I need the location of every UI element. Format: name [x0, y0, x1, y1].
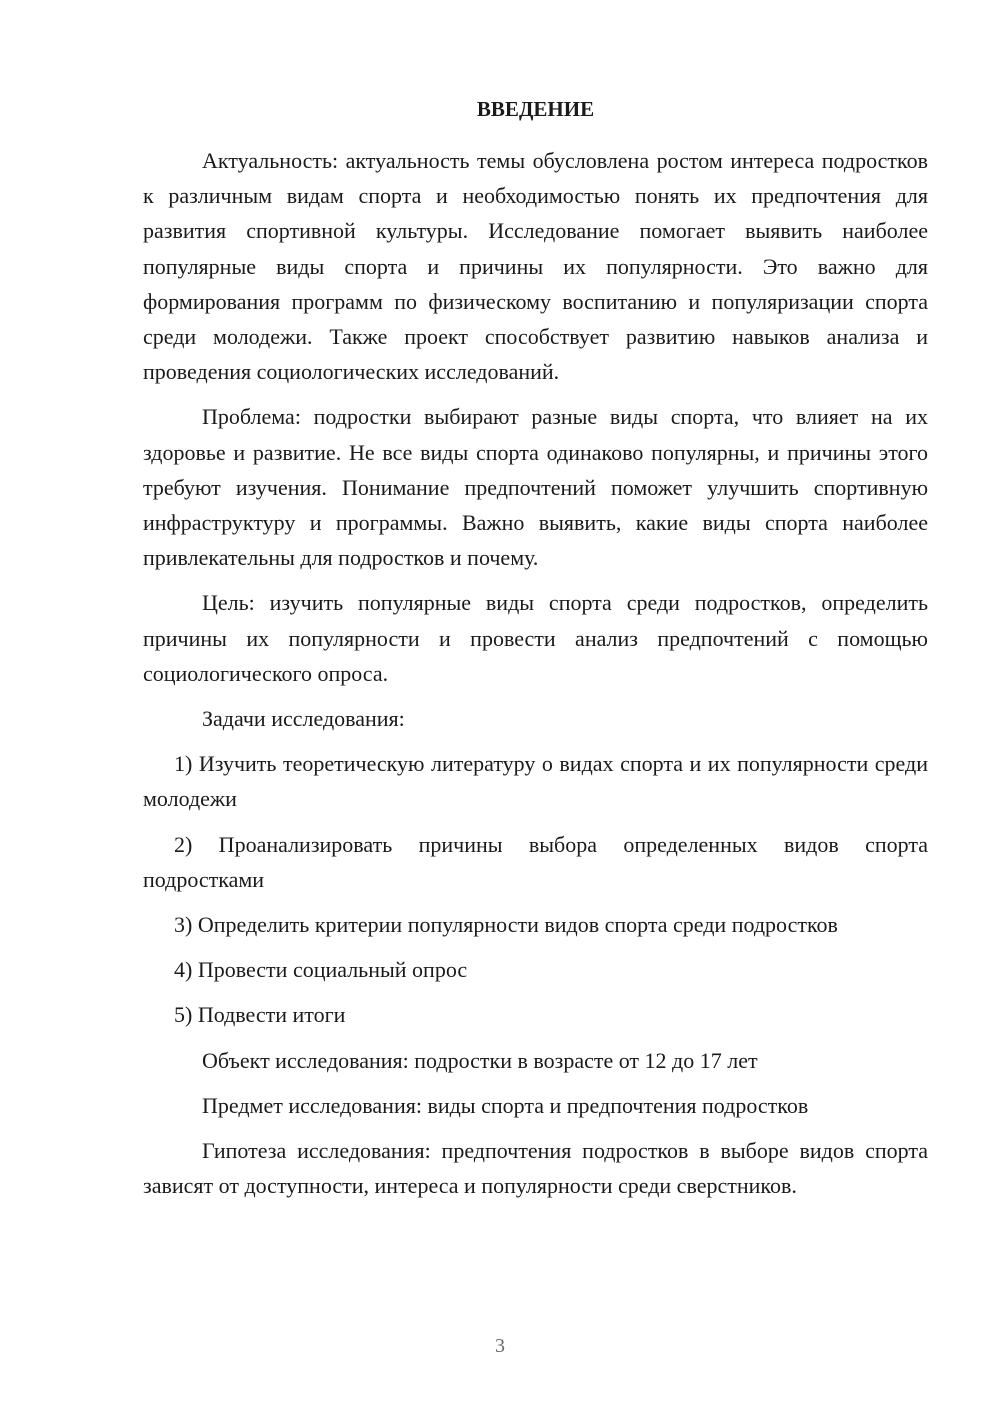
tasks-heading: Задачи исследования:	[202, 706, 405, 732]
task-item-2: 2) Проанализировать причины выбора определенных видов спорта подростками	[143, 831, 928, 892]
page-title: ВВЕДЕНИЕ	[476, 97, 595, 121]
task-item-4: 4) Провести социальный опрос	[174, 957, 468, 983]
task-item-5: 5) Подвести итоги	[174, 1002, 346, 1028]
paragraph-problem: Проблема: подростки выбирают разные виды спорта, что влияет на их здоровье и развитие. Не все виды спорта одинаково популярны, и причины этого требуют изучения. Понимание предпочтений поможет улучшить спортивную инфраструктуру и программы. Важно выявить, какие виды спорта наиболее привлекательны для подростков и почему.	[143, 404, 928, 571]
task-item-1: 1) Изучить теоретическую литературу о видах спорта и их популярности среди молодежи	[143, 751, 928, 812]
document-page	[143, 92, 928, 1213]
paragraph-subject: Предмет исследования: виды спорта и предпочтения подростков	[202, 1092, 809, 1118]
paragraph-relevance: Актуальность: актуальность темы обусловлена ростом интереса подростков к различным видам спорта и необходимостью понять их предпочтения для развития спортивной культуры. Исследование помогает выявить наиболее популярные виды спорта и причины их популярности. Это важно для формирования программ по физическому воспитанию и популяризации спорта среди молодежи. Также проект способствует развитию навыков анализа и проведения социологических исследований.	[143, 148, 928, 385]
paragraph-goal: Цель: изучить популярные виды спорта среди подростков, определить причины их популярности и провести анализ предпочтений с помощью социологического опроса.	[143, 590, 928, 686]
paragraph-hypothesis: Гипотеза исследования: предпочтения подростков в выборе видов спорта зависят от доступности, интереса и популярности среди сверстников.	[143, 1138, 928, 1199]
page-number: 3	[495, 1335, 505, 1357]
task-item-3: 3) Определить критерии популярности видов спорта среди подростков	[174, 912, 838, 938]
paragraph-object: Объект исследования: подростки в возрасте от 12 до 17 лет	[202, 1047, 758, 1073]
